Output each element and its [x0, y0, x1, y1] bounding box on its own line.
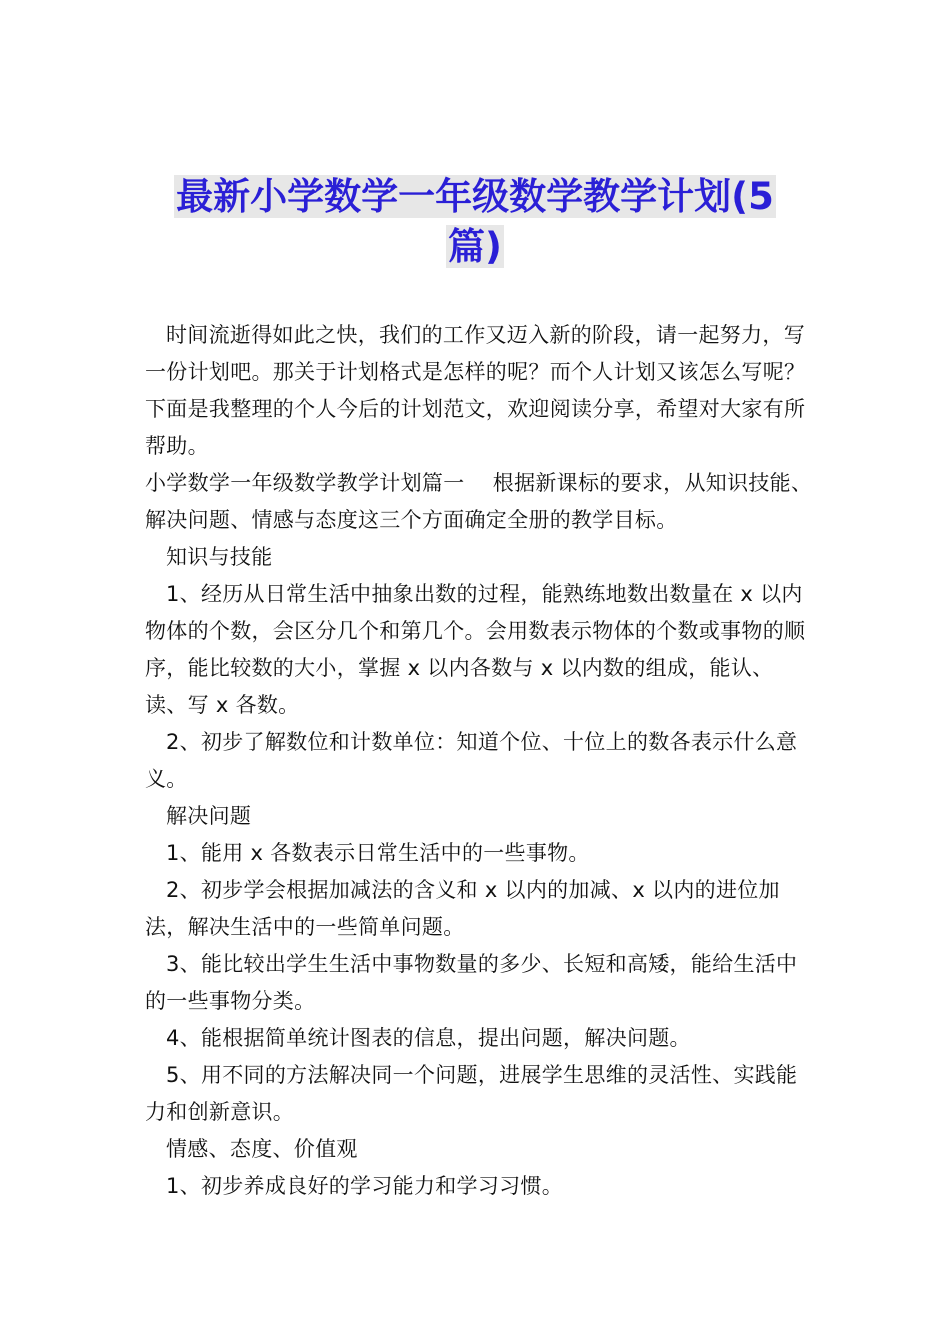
subheading-knowledge-skills: 知识与技能 — [166, 545, 273, 569]
list-item: 1、能用 x 各数表示日常生活中的一些事物。 — [166, 841, 590, 865]
list-item: 2、初步了解数位和计数单位：知道个位、十位上的数各表示什么意义。 — [145, 730, 798, 791]
list-item: 1、初步养成良好的学习能力和学习习惯。 — [166, 1174, 564, 1198]
section-heading-plan-1: 小学数学一年级数学教学计划篇一 根据新课标的要求，从知识技能、解决问题、情感与态度这三个方面确定全册的教学目标。 — [145, 471, 813, 532]
list-item: 3、能比较出学生生活中事物数量的多少、长短和高矮，能给生活中的一些事物分类。 — [145, 952, 798, 1013]
subheading-emotion-attitude-values: 情感、态度、价值观 — [166, 1137, 358, 1161]
list-item: 2、初步学会根据加减法的含义和 x 以内的加减、x 以内的进位加法，解决生活中的一些简单问题。 — [145, 878, 780, 939]
title-line-1: 最新小学数学一年级数学教学计划(5 — [176, 175, 774, 218]
list-item: 5、用不同的方法解决同一个问题，进展学生思维的灵活性、实践能力和创新意识。 — [145, 1063, 798, 1124]
list-item: 4、能根据简单统计图表的信息，提出问题，解决问题。 — [166, 1026, 691, 1050]
subheading-problem-solving: 解决问题 — [166, 804, 252, 828]
title-line-2: 篇) — [448, 225, 502, 268]
document-body — [145, 317, 813, 1205]
list-item: 1、经历从日常生活中抽象出数的过程，能熟练地数出数量在 x 以内物体的个数，会区分几个和第几个。会用数表示物体的个数或事物的顺序，能比较数的大小，掌握 x 以内各数与 x 以内数的组成，能认、读、写 x 各数。 — [145, 582, 806, 717]
intro-paragraph: 时间流逝得如此之快，我们的工作又迈入新的阶段，请一起努力，写一份计划吧。那关于计划格式是怎样的呢？而个人计划又该怎么写呢？下面是我整理的个人今后的计划范文，欢迎阅读分享，希望对大家有所帮助。 — [145, 323, 806, 458]
document-title — [140, 172, 810, 272]
